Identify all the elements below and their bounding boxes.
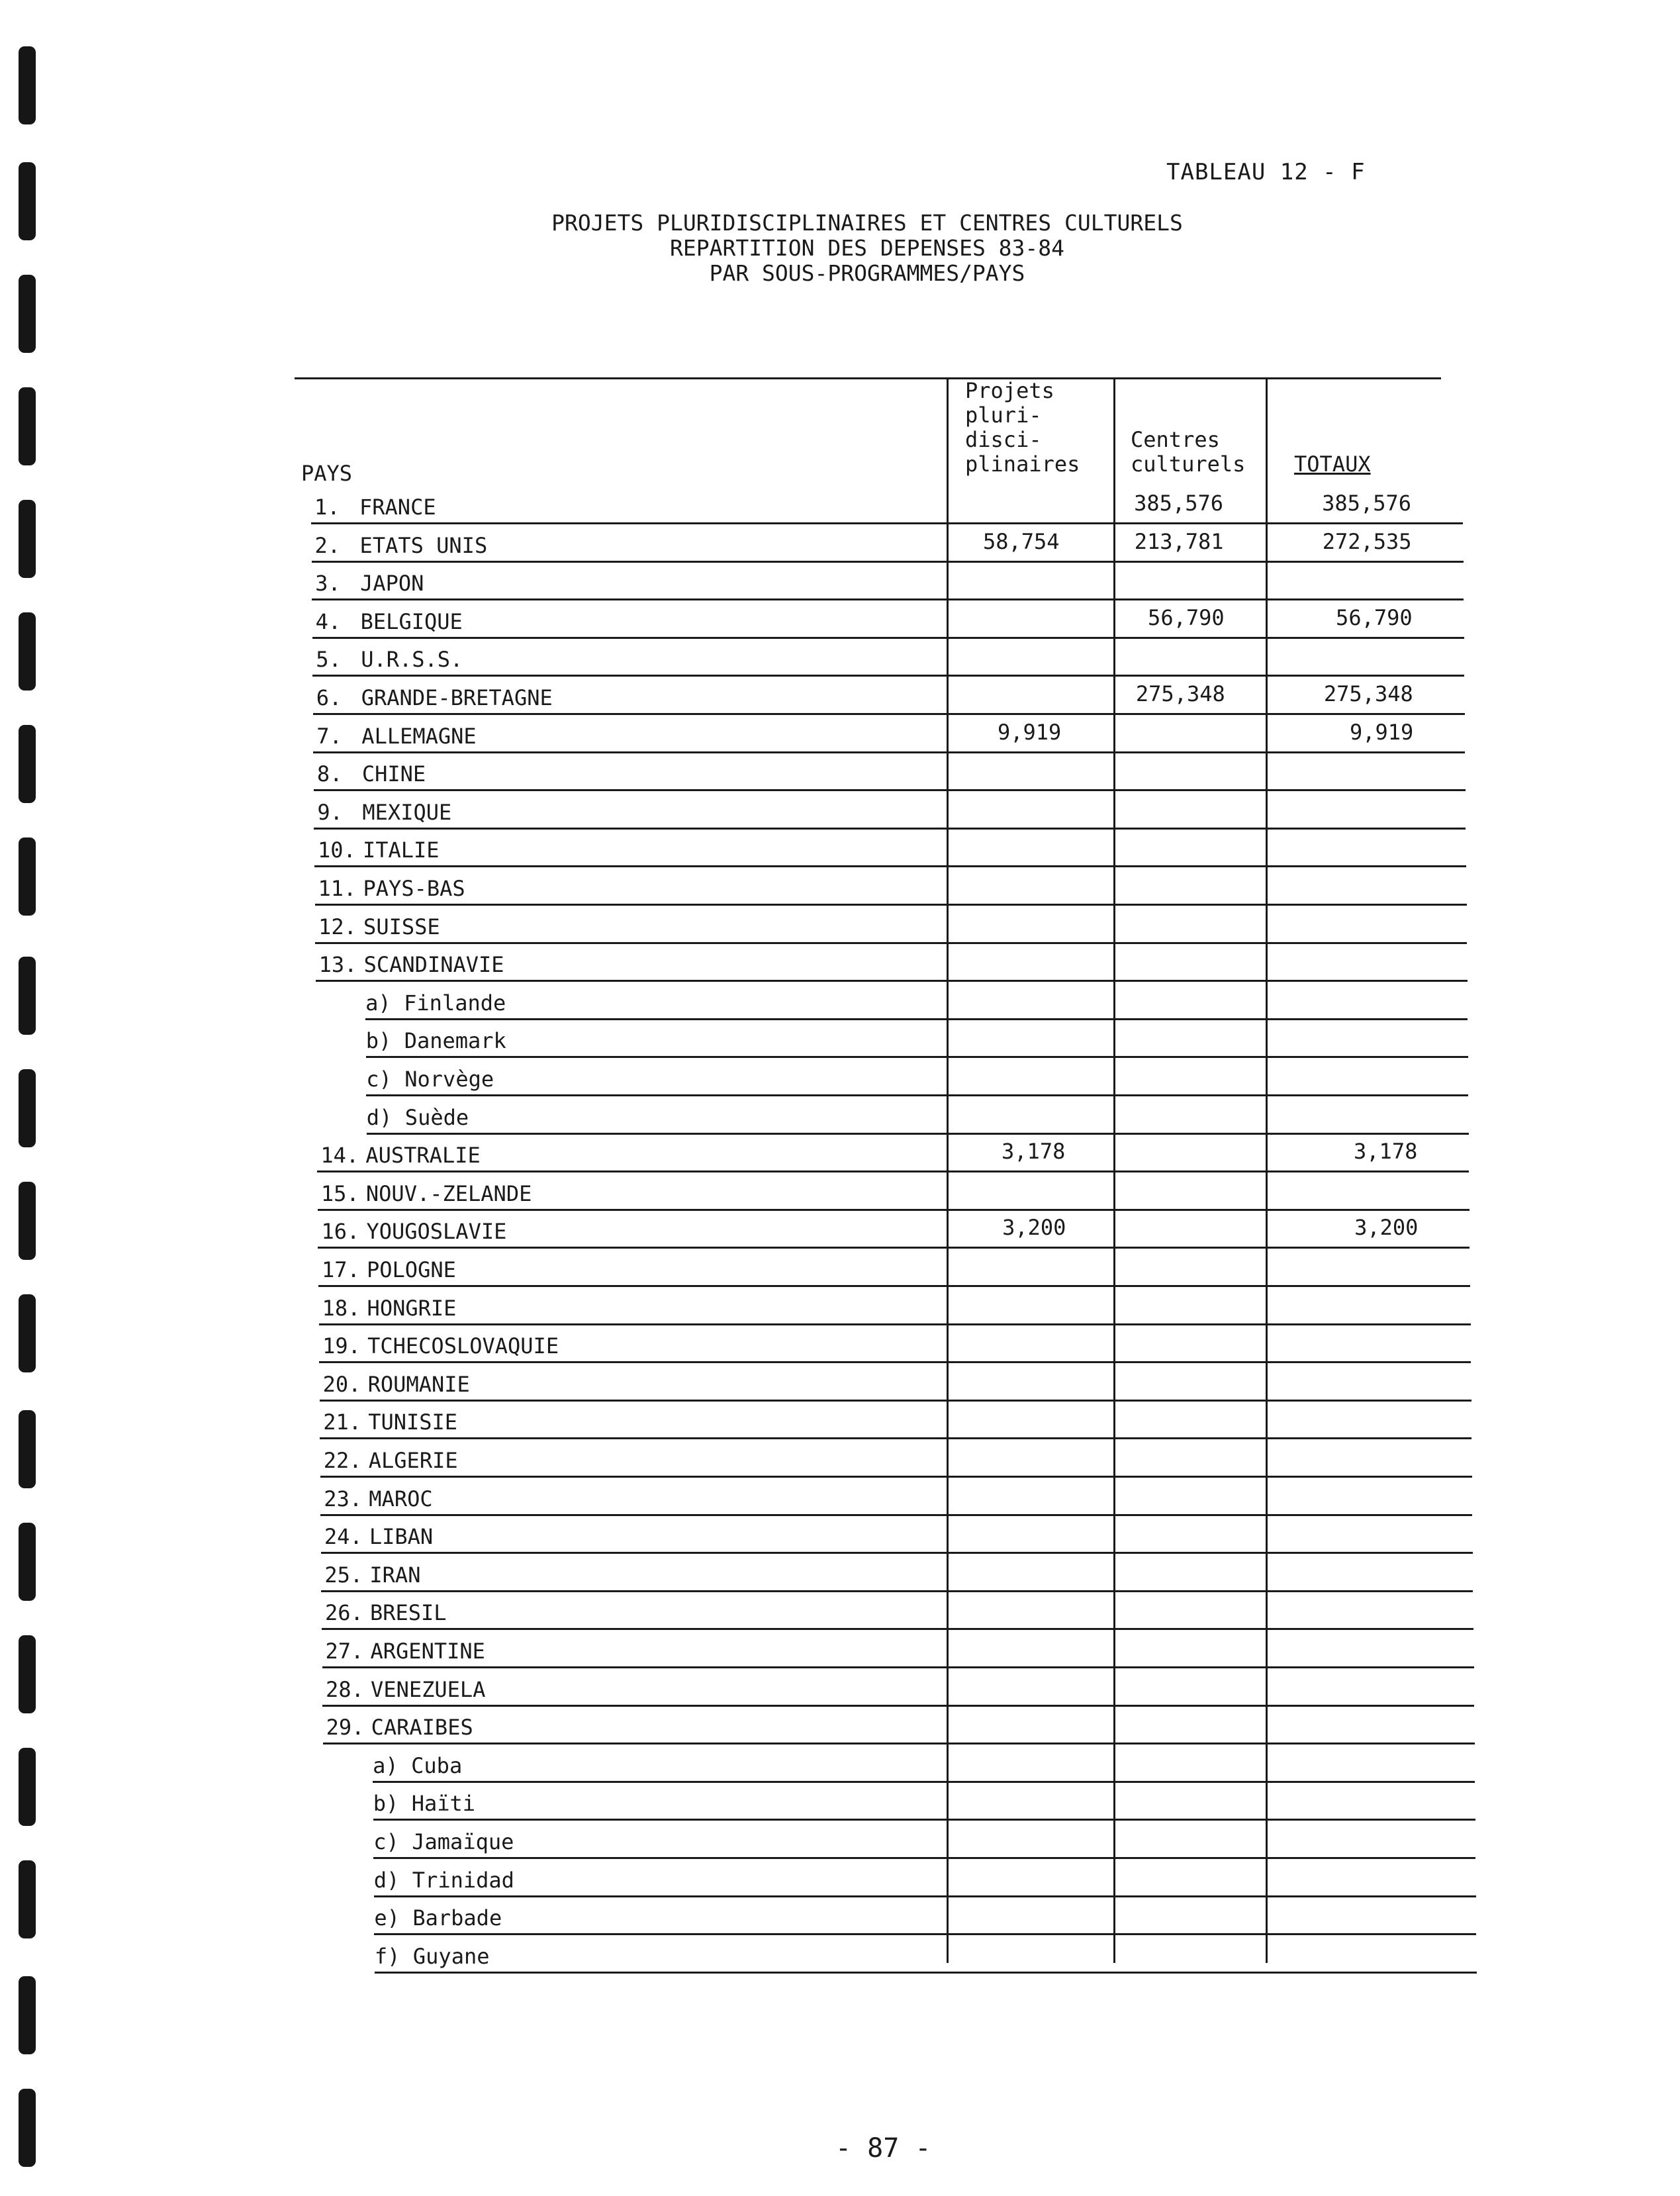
- country-name: Barbade: [412, 1905, 502, 1931]
- table-row: [0, 1708, 1680, 1746]
- country-number: 26.: [324, 1600, 363, 1626]
- country-label: [322, 1296, 457, 1321]
- country-number: c): [366, 1067, 392, 1092]
- country-label: [324, 1562, 420, 1588]
- row-rule: [322, 1705, 1474, 1707]
- table-row: [0, 1251, 1680, 1288]
- country-label: [374, 1905, 502, 1931]
- country-number: 12.: [318, 914, 357, 939]
- table-row: [0, 1594, 1680, 1631]
- country-number: 21.: [323, 1409, 361, 1435]
- cell-totaux: 272,535: [1322, 528, 1412, 554]
- country-name: Finlande: [404, 990, 506, 1016]
- country-number: 19.: [322, 1333, 361, 1359]
- row-rule: [365, 1018, 1468, 1020]
- table-row: [0, 793, 1680, 831]
- country-name: LIBAN: [369, 1524, 434, 1550]
- country-label: [317, 800, 451, 825]
- country-label: [316, 647, 463, 672]
- country-label: [324, 1524, 433, 1549]
- country-label: [316, 609, 463, 634]
- table-row: [0, 1517, 1680, 1555]
- country-number: 23.: [324, 1486, 363, 1511]
- row-rule: [373, 1819, 1475, 1821]
- table-row: [0, 1632, 1680, 1670]
- country-name: U.R.S.S.: [361, 647, 463, 673]
- title-line: PAR SOUS-PROGRAMMES/PAYS: [709, 260, 1025, 286]
- country-number: 14.: [320, 1143, 359, 1169]
- row-rule: [373, 1781, 1475, 1783]
- country-label: [323, 1409, 457, 1435]
- table-row: [0, 1784, 1680, 1822]
- country-label: [322, 1257, 456, 1282]
- country-label: [375, 1944, 490, 1969]
- row-rule: [311, 522, 1463, 524]
- cell-totaux: 3,200: [1354, 1215, 1419, 1241]
- title-line: REPARTITION DES DEPENSES 83-84: [669, 235, 1065, 261]
- row-rule: [312, 598, 1464, 600]
- header-projets: [965, 379, 1080, 477]
- country-name: ITALIE: [362, 837, 440, 863]
- country-name: ALGERIE: [368, 1448, 458, 1473]
- row-rule: [314, 789, 1466, 791]
- country-number: 8.: [316, 761, 343, 787]
- country-number: 18.: [322, 1295, 361, 1321]
- cell-totaux: 9,919: [1349, 719, 1414, 745]
- country-label: [320, 1143, 480, 1168]
- country-number: 9.: [317, 799, 343, 825]
- country-number: 16.: [321, 1219, 360, 1245]
- header-centres: [1131, 428, 1245, 477]
- table-row: [0, 869, 1680, 907]
- table-row: [0, 1899, 1680, 1936]
- row-rule: [373, 1857, 1475, 1859]
- row-rule: [321, 1590, 1473, 1592]
- table-row: [0, 908, 1680, 945]
- header-projets-line: disci-: [965, 427, 1042, 452]
- header-pays: PAYS: [301, 461, 353, 486]
- cell-projets: 58,754: [982, 528, 1060, 554]
- country-label: [366, 1028, 506, 1053]
- row-rule: [374, 1933, 1476, 1935]
- country-name: MEXIQUE: [362, 799, 452, 825]
- country-name: ALLEMAGNE: [361, 723, 477, 749]
- country-name: CHINE: [361, 761, 426, 787]
- row-rule: [318, 1247, 1470, 1249]
- country-name: SUISSE: [363, 914, 440, 939]
- country-name: JAPON: [360, 571, 424, 597]
- country-name: TUNISIE: [368, 1409, 458, 1435]
- country-label: [315, 571, 424, 596]
- tableau-number: TABLEAU 12 - F: [1166, 159, 1366, 185]
- country-name: YOUGOSLAVIE: [366, 1219, 507, 1245]
- header-projets-line: pluri-: [965, 403, 1042, 428]
- country-number: 25.: [324, 1562, 363, 1588]
- table-row: [0, 640, 1680, 678]
- country-name: POLOGNE: [367, 1257, 456, 1282]
- country-name: Cuba: [411, 1752, 463, 1778]
- country-label: [326, 1677, 485, 1702]
- country-number: 4.: [315, 608, 342, 634]
- cell-projets: 3,200: [1002, 1215, 1066, 1241]
- country-name: MAROC: [369, 1486, 433, 1511]
- country-label: [318, 876, 465, 901]
- header-totaux: TOTAUX: [1294, 452, 1371, 477]
- row-rule: [313, 713, 1465, 715]
- table-row: [0, 1746, 1680, 1784]
- row-rule: [320, 1437, 1471, 1439]
- row-rule: [312, 675, 1464, 677]
- country-label: [316, 685, 553, 710]
- country-name: TCHECOSLOVAQUIE: [367, 1333, 559, 1359]
- country-label: [318, 837, 440, 863]
- row-rule: [318, 1209, 1470, 1211]
- country-number: 27.: [325, 1639, 364, 1664]
- country-number: 1.: [314, 495, 340, 520]
- country-name: BELGIQUE: [360, 608, 463, 634]
- table-top-rule: [295, 377, 1441, 379]
- table-row: [0, 1060, 1680, 1098]
- header-projets-line: Projets: [965, 378, 1054, 403]
- country-name: FRANCE: [359, 495, 436, 520]
- country-name: Jamaïque: [412, 1829, 514, 1854]
- row-rule: [322, 1666, 1474, 1668]
- country-name: CARAIBES: [371, 1715, 473, 1741]
- cell-totaux: 385,576: [1322, 491, 1411, 516]
- table-row: [0, 831, 1680, 869]
- table-row: [0, 1480, 1680, 1517]
- country-name: BRESIL: [369, 1600, 447, 1626]
- country-name: Guyane: [412, 1943, 490, 1969]
- country-name: PAYS-BAS: [363, 876, 465, 901]
- country-number: 7.: [316, 723, 342, 749]
- row-rule: [367, 1133, 1469, 1135]
- country-label: [373, 1829, 514, 1854]
- title-line: PROJETS PLURIDISCIPLINAIRES ET CENTRES CULTURELS: [551, 210, 1183, 236]
- country-number: 24.: [324, 1524, 363, 1550]
- country-number: b): [373, 1791, 399, 1817]
- country-label: [366, 1067, 494, 1092]
- table-row: [0, 945, 1680, 983]
- table-row: [0, 984, 1680, 1022]
- country-name: Suède: [404, 1104, 469, 1130]
- country-label: [373, 1753, 462, 1778]
- cell-centres: 213,781: [1134, 528, 1224, 554]
- row-rule: [374, 1895, 1476, 1897]
- country-label: [365, 990, 506, 1016]
- table-row: [0, 526, 1680, 564]
- row-rule: [322, 1628, 1473, 1630]
- country-label: [322, 1333, 559, 1359]
- country-name: HONGRIE: [367, 1295, 457, 1321]
- row-rule: [317, 1170, 1469, 1172]
- country-number: 20.: [322, 1371, 361, 1397]
- country-label: [326, 1715, 473, 1740]
- row-rule: [314, 828, 1466, 830]
- row-rule: [315, 904, 1467, 906]
- country-label: [373, 1791, 475, 1816]
- table-row: [0, 1441, 1680, 1479]
- country-name: AUSTRALIE: [365, 1143, 481, 1169]
- country-number: 10.: [317, 837, 356, 863]
- country-label: [325, 1600, 447, 1625]
- row-rule: [319, 1323, 1471, 1325]
- country-number: 28.: [326, 1676, 364, 1702]
- country-label: [323, 1372, 470, 1397]
- row-rule: [320, 1400, 1471, 1402]
- table-row: [0, 717, 1680, 755]
- table-row: [0, 1327, 1680, 1364]
- table-row: [0, 602, 1680, 640]
- page-number: - 87 -: [835, 2133, 931, 2164]
- country-number: 11.: [318, 876, 357, 901]
- country-number: e): [374, 1905, 400, 1931]
- country-number: d): [373, 1867, 400, 1893]
- country-number: 5.: [316, 647, 342, 673]
- cell-centres: 385,576: [1134, 491, 1223, 516]
- cell-totaux: 3,178: [1354, 1139, 1418, 1165]
- table-row: [0, 1937, 1680, 1975]
- row-rule: [375, 1972, 1477, 1974]
- country-number: 15.: [320, 1180, 359, 1206]
- country-number: b): [365, 1028, 392, 1054]
- country-label: [374, 1868, 514, 1893]
- table-row: [0, 1098, 1680, 1136]
- cell-totaux: 56,790: [1336, 604, 1413, 630]
- country-number: 2.: [314, 532, 341, 558]
- country-number: f): [374, 1943, 400, 1969]
- cell-projets: 3,178: [1002, 1139, 1066, 1165]
- row-rule: [318, 1285, 1470, 1287]
- cell-totaux: 275,348: [1323, 681, 1413, 706]
- country-label: [314, 495, 436, 520]
- country-number: a): [365, 990, 391, 1016]
- country-name: IRAN: [369, 1562, 421, 1588]
- table-row: [0, 1136, 1680, 1174]
- table-row: [0, 564, 1680, 602]
- table-row: [0, 1289, 1680, 1327]
- country-name: ETATS UNIS: [359, 532, 488, 558]
- country-number: c): [373, 1829, 399, 1854]
- country-number: 3.: [315, 571, 341, 597]
- table-row: [0, 679, 1680, 716]
- country-label: [319, 952, 504, 977]
- country-name: Norvège: [404, 1067, 494, 1092]
- row-rule: [312, 561, 1464, 563]
- row-rule: [312, 637, 1464, 639]
- country-number: 6.: [316, 685, 342, 710]
- cell-centres: 56,790: [1148, 604, 1225, 630]
- country-label: [367, 1105, 469, 1130]
- country-number: a): [373, 1752, 398, 1778]
- country-label: [321, 1219, 506, 1244]
- table-row: [0, 1556, 1680, 1594]
- row-rule: [313, 751, 1465, 753]
- row-rule: [315, 942, 1467, 944]
- country-label: [318, 914, 440, 939]
- table-row: [0, 1861, 1680, 1899]
- country-label: [316, 724, 476, 749]
- country-name: GRANDE-BRETAGNE: [361, 685, 553, 710]
- country-label: [315, 533, 488, 558]
- country-name: ROUMANIE: [367, 1371, 470, 1397]
- country-name: ARGENTINE: [370, 1639, 485, 1664]
- table-row: [0, 1823, 1680, 1860]
- table-row: [0, 1212, 1680, 1250]
- row-rule: [320, 1476, 1472, 1478]
- country-number: 22.: [323, 1448, 362, 1473]
- country-name: Danemark: [404, 1028, 506, 1054]
- header-centres-line: Centres: [1131, 427, 1220, 452]
- country-number: 17.: [322, 1257, 360, 1282]
- row-rule: [320, 1514, 1472, 1516]
- header-projets-line: plinaires: [965, 452, 1080, 477]
- row-rule: [314, 865, 1466, 867]
- cell-centres: 275,348: [1135, 681, 1225, 706]
- table-row: [0, 1365, 1680, 1403]
- country-name: Haïti: [411, 1791, 476, 1817]
- row-rule: [319, 1361, 1471, 1363]
- table-row: [0, 1670, 1680, 1708]
- country-label: [324, 1448, 458, 1473]
- country-name: SCANDINAVIE: [363, 952, 504, 978]
- row-rule: [316, 980, 1468, 982]
- table-row: [0, 1174, 1680, 1212]
- cell-projets: 9,919: [997, 719, 1062, 745]
- country-name: Trinidad: [412, 1867, 514, 1893]
- row-rule: [366, 1056, 1468, 1058]
- row-rule: [323, 1742, 1475, 1744]
- country-name: NOUV.-ZELANDE: [365, 1180, 532, 1206]
- header-centres-line: culturels: [1131, 452, 1246, 477]
- row-rule: [366, 1094, 1468, 1096]
- table-row: [0, 755, 1680, 792]
- country-label: [321, 1181, 532, 1206]
- country-number: 13.: [318, 952, 357, 978]
- table-row: [0, 1403, 1680, 1441]
- country-name: VENEZUELA: [371, 1676, 486, 1702]
- country-number: 29.: [326, 1715, 365, 1741]
- table-row: [0, 488, 1680, 526]
- country-label: [324, 1486, 432, 1511]
- country-label: [326, 1639, 485, 1664]
- table-row: [0, 1022, 1680, 1059]
- country-label: [317, 761, 426, 787]
- country-number: d): [366, 1104, 393, 1130]
- row-rule: [321, 1552, 1473, 1554]
